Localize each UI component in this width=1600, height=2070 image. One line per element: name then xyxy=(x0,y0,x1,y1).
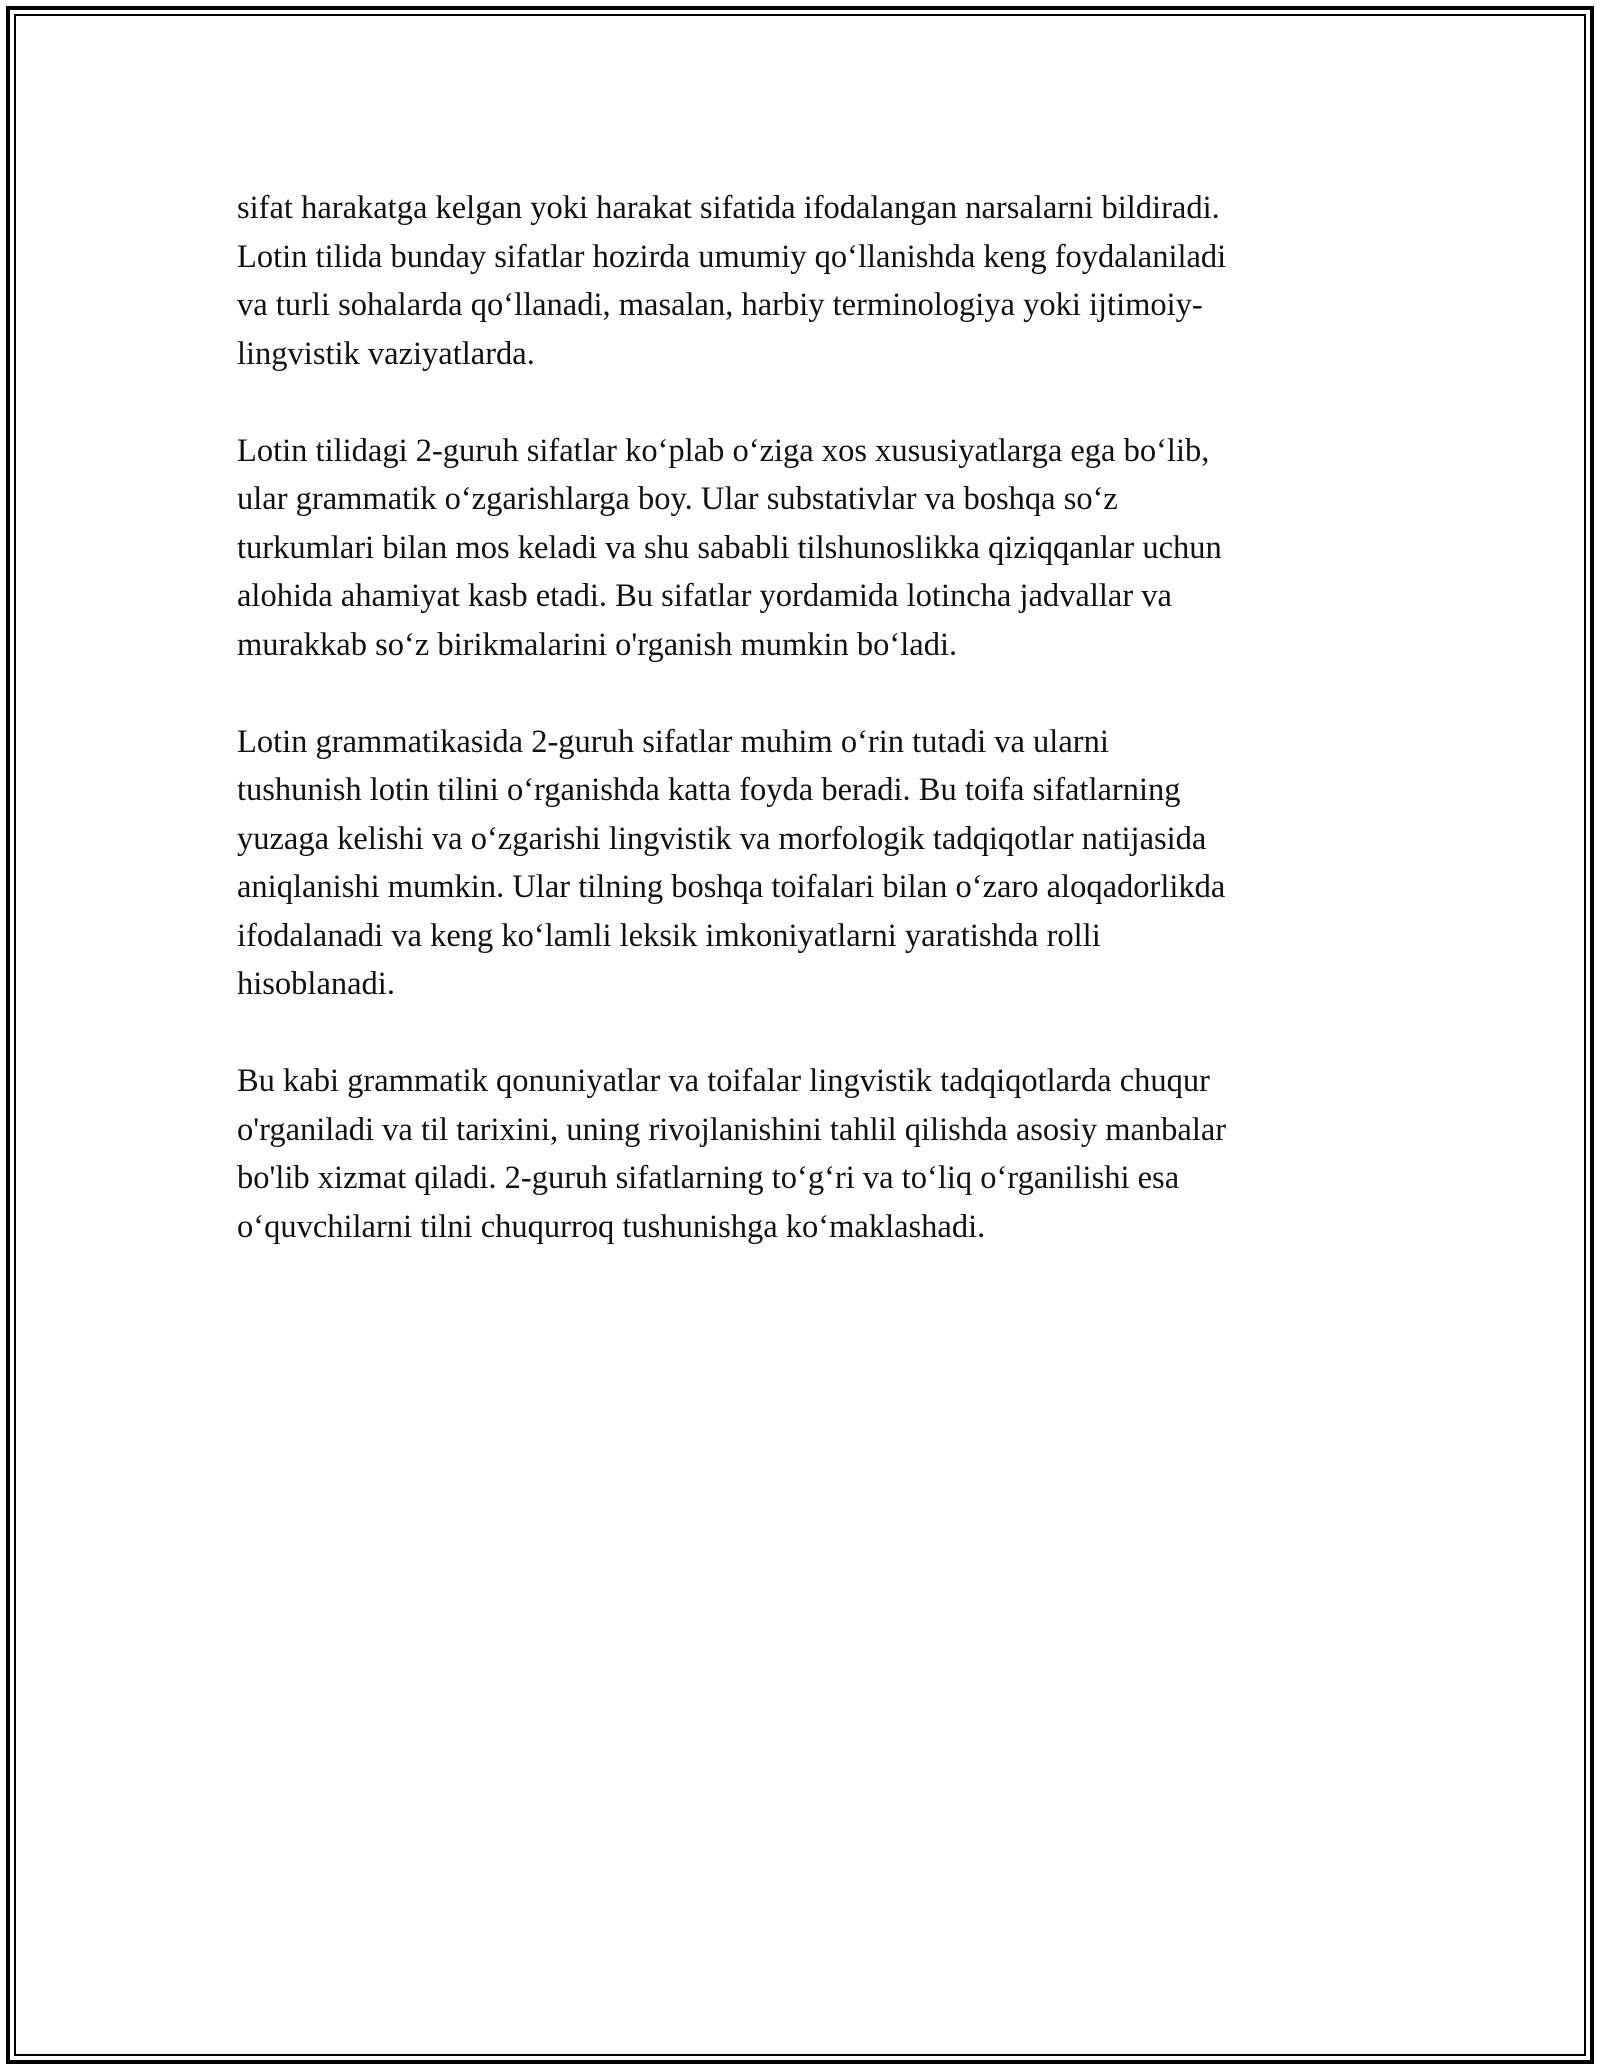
paragraph: Lotin tilidagi 2-guruh sifatlar ko‘plab o‘ziga xos xususiyatlarga ega bo‘lib, ular grammatik o‘zgarishlarga boy. Ular substativlar va boshqa so‘z turkumlari bilan mos keladi va shu sababli tilshunoslikka qiziqqanlar uchun alohida ahamiyat kasb etadi. Bu sifatlar yordamida lotincha jadvallar va murakkab so‘z birikmalarini o'rganish mumkin bo‘ladi. xyxy=(237,432,1222,663)
document-body xyxy=(237,184,1357,1300)
paragraph: Lotin grammatikasida 2-guruh sifatlar muhim o‘rin tutadi va ularni tushunish lotin tilini o‘rganishda katta foyda beradi. Bu toifa sifatlarning yuzaga kelishi va o‘zgarishi lingvistik va morfologik tadqiqotlar natijasida aniqlanishi mumkin. Ular tilning boshqa toifalari bilan o‘zaro aloqadorlikda ifodalanadi va keng ko‘lamli leksik imkoniyatlarni yaratishda rolli hisoblanadi. xyxy=(237,723,1226,1002)
paragraph: sifat harakatga kelgan yoki harakat sifatida ifodalangan narsalarni bildiradi. Lotin tilida bunday sifatlar hozirda umumiy qo‘llanishda keng foydalaniladi va turli sohalarda qo‘llanadi, masalan, harbiy terminologiya yoki ijtimoiy- lingvistik vaziyatlarda. xyxy=(237,190,1227,372)
paragraph: Bu kabi grammatik qonuniyatlar va toifalar lingvistik tadqiqotlarda chuqur o'rganiladi va til tarixini, uning rivojlanishini tahlil qilishda asosiy manbalar bo'lib xizmat qiladi. 2-guruh sifatlarning to‘g‘ri va to‘liq o‘rganilishi esa o‘quvchilarni tilni chuqurroq tushunishga ko‘maklashadi. xyxy=(237,1063,1227,1245)
